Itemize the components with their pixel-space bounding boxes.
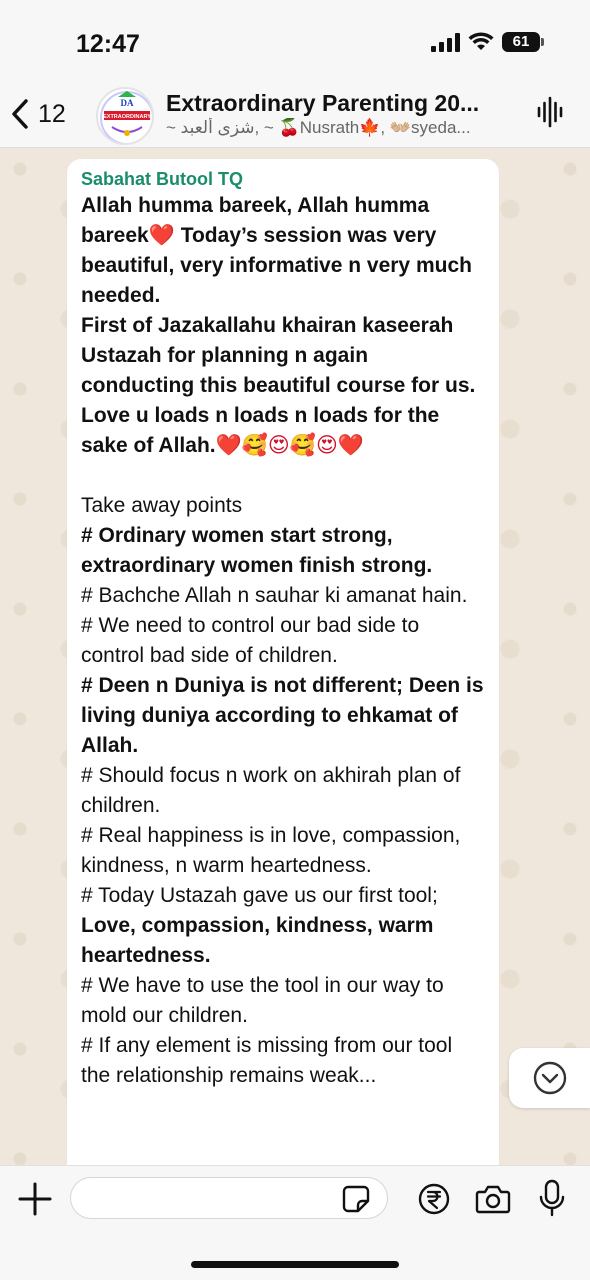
svg-text:EXTRAORDINARY: EXTRAORDINARY [103,114,151,120]
sticker-button[interactable] [342,1185,370,1213]
cellular-signal-icon [431,32,460,52]
status-bar [0,0,590,84]
point-1: # Ordinary women start strong, extraordinary women finish strong. [81,524,433,577]
message-input[interactable] [70,1177,388,1219]
waveform-icon [536,96,566,128]
group-title[interactable]: Extraordinary Parenting 20... [166,90,480,116]
sticker-icon [342,1185,370,1213]
scroll-to-bottom-button[interactable] [509,1048,590,1108]
status-time: 12:47 [76,30,140,58]
composer-bar [0,1165,590,1280]
chevron-down-circle-icon [509,1048,590,1108]
line-love: Love u loads n loads n loads for the sake of Allah. [81,404,440,457]
emoji-row: ❤️🥰😍🥰😍❤️ [215,434,364,457]
point-7-tool: Love, compassion, kindness, warm heartedness. [81,914,434,967]
take-away-heading: Take away points [81,494,243,517]
status-icons [431,32,540,52]
point-6: # Real happiness is in love, compassion, kindness, n warm heartedness. [81,824,461,877]
group-avatar[interactable] [96,87,154,145]
plus-icon [18,1182,52,1216]
audio-call-button[interactable] [536,96,566,128]
unread-count: 12 [38,99,66,128]
microphone-icon [538,1179,566,1217]
payment-button[interactable] [418,1183,450,1215]
battery-icon: 61 [502,32,540,52]
wifi-icon [468,32,494,52]
heart-emoji: ❤️ [148,224,175,247]
camera-button[interactable] [475,1183,511,1215]
group-members[interactable]: ~ شزى ألعبد, ~ 🍒Nusrath🍁, 👐🏼syeda... [166,118,471,137]
svg-text:DA: DA [120,98,134,108]
message-text [81,191,485,1091]
rupee-icon [418,1183,450,1215]
point-2: # Bachche Allah n sauhar ki amanat hain. [81,584,468,607]
point-5: # Should focus n work on akhirah plan of children. [81,764,461,817]
microphone-button[interactable] [538,1179,566,1217]
line-thanks: First of Jazakallahu khairan kaseerah Ustazah for planning n again conducting this beautiful course for us. [81,314,476,397]
chevron-left-icon [10,98,30,130]
point-7: # Today Ustazah gave us our first tool; [81,884,438,907]
home-indicator [191,1261,399,1268]
back-button[interactable] [10,94,66,134]
chat-header [0,84,590,148]
point-3: # We need to control our bad side to control bad side of children. [81,614,420,667]
message-bubble[interactable] [67,159,499,1165]
point-8: # We have to use the tool in our way to mold our children. [81,974,444,1027]
line-blessing: Allah humma bareek, Allah humma bareek [81,194,430,247]
sender-name: Sabahat Butool TQ [81,169,243,189]
group-logo-icon [98,89,154,145]
point-9: # If any element is missing from our tool the relationship remains weak... [81,1034,453,1087]
point-4: # Deen n Duniya is not different; Deen is living duniya according to ehkamat of Allah. [81,674,484,757]
attach-button[interactable] [18,1182,52,1216]
line-session: Today’s session was very beautiful, very informative n very much needed. [81,224,472,307]
chat-area[interactable] [0,149,590,1165]
camera-icon [475,1183,511,1215]
